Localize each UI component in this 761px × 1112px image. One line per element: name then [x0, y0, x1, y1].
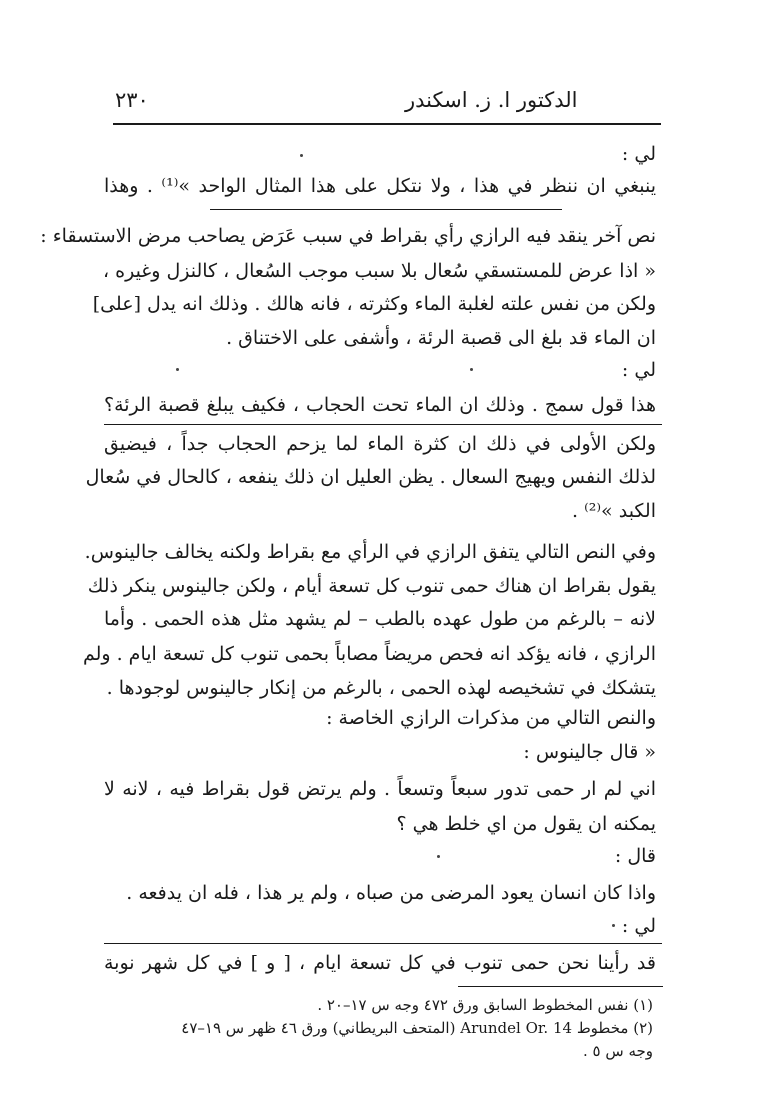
underline-rule	[210, 209, 562, 210]
body-line: ينبغي ان ننظر في هذا ، ولا نتكل على هذا المثال الواحد »⁽¹⁾ . وهذا	[104, 175, 657, 197]
body-line: هذا قول سمج . وذلك ان الماء تحت الحجاب ، فكيف يبلغ قصبة الرئة؟	[104, 394, 656, 416]
footnote-2-continued: وجه س ٥ .	[582, 1042, 653, 1060]
body-line: قد رأينا نحن حمى تنوب في كل تسعة ايام ، [ و ] في كل شهر نوبة	[104, 952, 656, 974]
scan-speck	[437, 855, 440, 858]
footnote-rule	[458, 986, 663, 987]
scan-speck	[470, 368, 473, 371]
running-title: الدكتور ا. ز. اسكندر	[405, 88, 578, 112]
body-line: لي :	[621, 143, 656, 165]
page-number: ٢٣٠	[115, 88, 149, 112]
body-line: يتشكك في تشخيصه لهذه الحمى ، بالرغم من إنكار جالينوس لوجودها .	[106, 677, 656, 699]
body-line: نص آخر ينقد فيه الرازي رأي بقراط في سبب عَرَض يصاحب مرض الاستسقاء :	[40, 225, 656, 247]
body-line: الرازي ، فانه يؤكد انه فحص مريضاً مصاباً بحمى تنوب كل تسعة ايام . ولم	[82, 643, 656, 665]
scan-speck	[612, 924, 615, 927]
body-line: لانه – بالرغم من طول عهده بالطب – لم يشهد مثل هذه الحمى . وأما	[104, 608, 656, 630]
body-line: الكبد »⁽²⁾ .	[572, 500, 656, 522]
body-line: « قال جالينوس :	[523, 741, 656, 763]
body-line: قال :	[614, 845, 656, 867]
body-line: لي :	[621, 359, 656, 381]
underline-rule	[104, 424, 662, 425]
body-line: « اذا عرض للمستسقي سُعال بلا سبب موجب السُعال ، كالنزل وغيره ،	[102, 260, 656, 282]
body-line: يقول بقراط ان هناك حمى تنوب كل تسعة أيام ، ولكن جالينوس ينكر ذلك	[87, 575, 656, 597]
body-line: والنص التالي من مذكرات الرازي الخاصة :	[326, 707, 656, 729]
footnote-2: (٢) مخطوط Arundel Or. 14 (المتحف البريطاني) ورق ٤٦ ظهر س ١٩–٤٧	[181, 1019, 653, 1037]
body-line: ان الماء قد بلغ الى قصبة الرئة ، وأشفى على الاختناق .	[226, 327, 656, 349]
header-rule	[113, 123, 661, 125]
body-line: ولكن من نفس علته لغلبة الماء وكثرته ، فانه هالك . وذلك انه يدل [على]	[92, 293, 656, 315]
body-line: يمكنه ان يقول من اي خلط هي ؟	[396, 813, 656, 835]
body-line: ولكن الأولى في ذلك ان كثرة الماء لما يزحم الحجاب جداً ، فيضيق	[104, 433, 656, 455]
scan-speck	[300, 154, 303, 157]
body-line: وفي النص التالي يتفق الرازي في الرأي مع بقراط ولكنه يخالف جالينوس.	[84, 541, 656, 563]
scan-speck	[176, 368, 179, 371]
body-line: اني لم ار حمى تدور سبعاً وتسعاً . ولم يرتض قول بقراط فيه ، لانه لا	[104, 778, 656, 800]
body-line: واذا كان انسان يعود المرضى من صباه ، ولم ير هذا ، فله ان يدفعه .	[126, 882, 656, 904]
page-header	[115, 82, 645, 118]
body-line: لذلك النفس ويهيج السعال . يظن العليل ان ذلك ينفعه ، كالحال في سُعال	[85, 466, 656, 488]
footnote-1: (١) نفس المخطوط السابق ورق ٤٧٢ وجه س ١٧–٢٠ .	[317, 996, 653, 1014]
underline-rule	[104, 943, 662, 944]
body-line: لي :	[621, 915, 656, 937]
